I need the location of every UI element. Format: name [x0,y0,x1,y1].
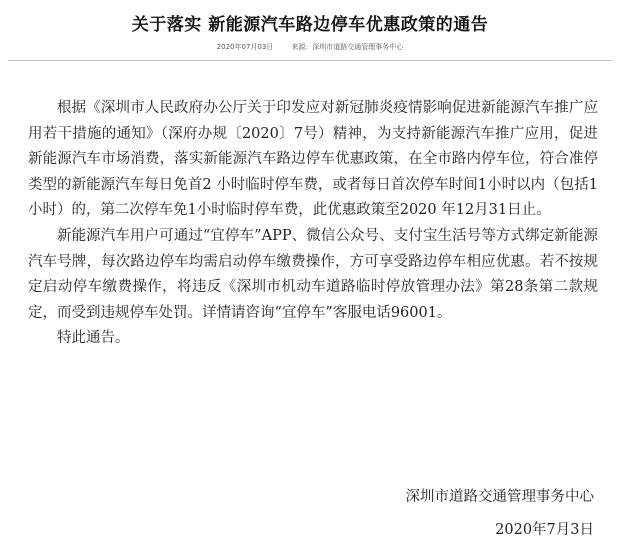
paragraph-instructions: 新能源汽车用户可通过“宜停车”APP、微信公众号、支付宝生活号等方式绑定新能源汽车号牌，每次路边停车均需启动停车缴费操作，方可享受路边停车相应优惠。若不按规定启动停车缴费操作，将违反《深圳市机动车道路临时停放管理办法》第28条第二款规定，而受到违规停车处罚。详情请咨询“宜停车”客服电话96001。 [28,227,598,321]
header-divider [8,60,612,61]
paragraph-policy: 根据《深圳市人民政府办公厅关于印发应对新冠肺炎疫情影响促进新能源汽车推广应用若干措施的通知》（深府办规〔2020〕7号）精神，为支持新能源汽车推广应用，促进新能源汽车市场消费，落实新能源汽车路边停车优惠政策，在全市路内停车位，符合准停类型的新能源汽车每日免首2 小时临时停车费，或者每日首次停车时间1小时以内（包括1 小时）的，第二次停车免1小时临时停车费，此优惠政策至2020 年12月31日止。 [28,100,598,219]
notice-title: 关于落实 新能源汽车路边停车优惠政策的通告 [131,15,489,35]
publish-date: 2020年07月03日 [216,43,274,51]
paragraph-closing: 特此通告。 [57,330,130,347]
publish-source: 来源：深圳市道路交通管理事务中心 [291,43,404,51]
signature-date: 2020年7月3日 [495,522,594,538]
notice-body [28,96,598,352]
signature-org: 深圳市道路交通管理事务中心 [405,489,594,505]
notice-meta [0,42,620,52]
